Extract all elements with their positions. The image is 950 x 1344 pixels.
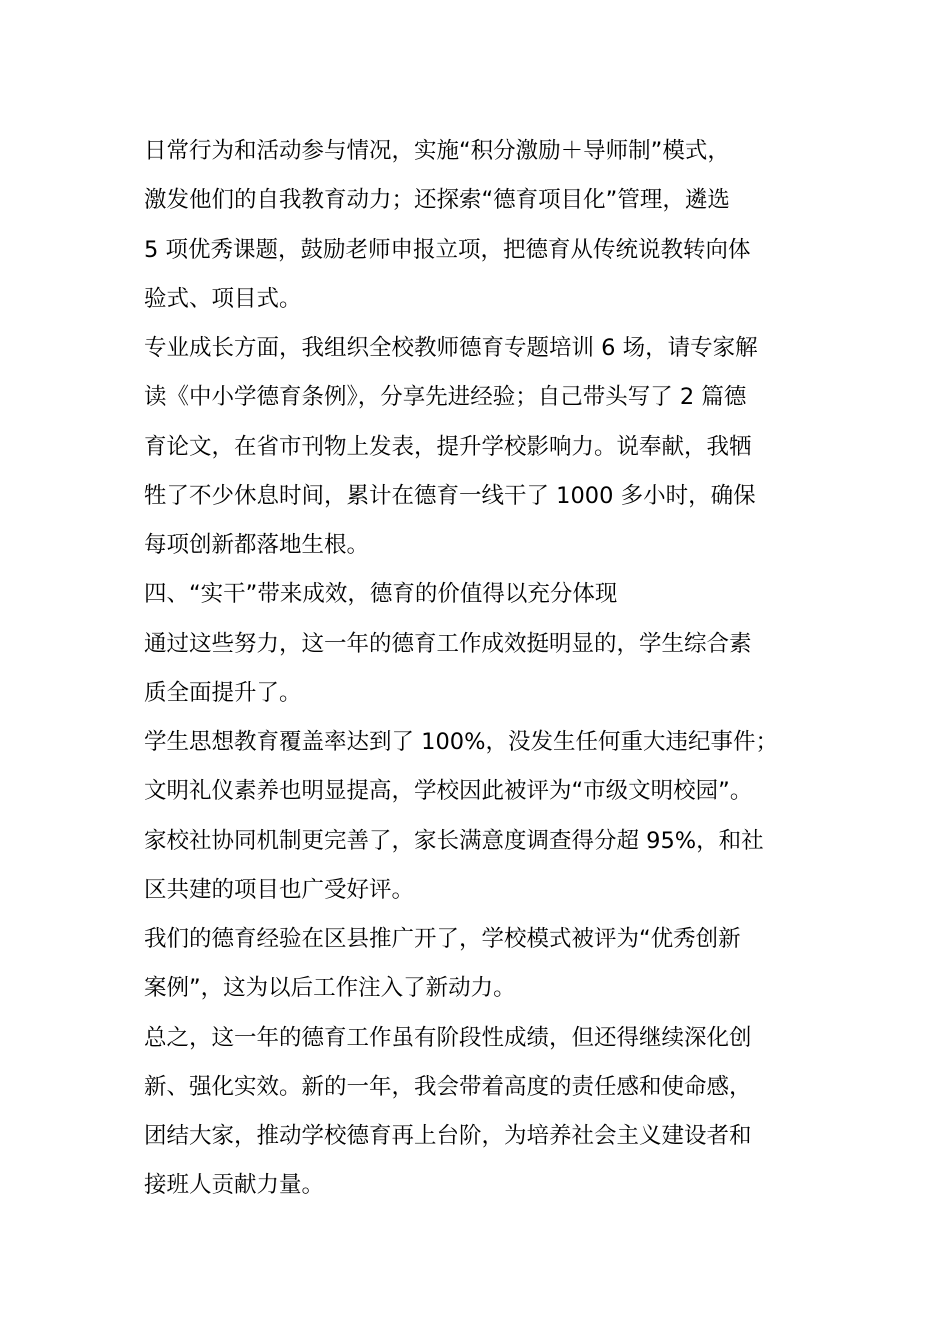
text-line: 区共建的项目也广受好评。 bbox=[144, 876, 415, 903]
text-line: 学生思想教育覆盖率达到了 100%，没发生任何重大违纪事件； bbox=[144, 729, 778, 755]
text-line: 牲了不少休息时间，累计在德育一线干了 1000 多小时，确保 bbox=[144, 482, 756, 509]
document-body bbox=[144, 127, 844, 1211]
text-line: 每项创新都落地生根。 bbox=[144, 532, 370, 558]
text-line: 家校社协同机制更完善了，家长满意度调查得分超 95%，和社 bbox=[144, 827, 764, 854]
text-line: 通过这些努力，这一年的德育工作成效挺明显的，学生综合素 bbox=[144, 630, 752, 657]
text-line: 验式、项目式。 bbox=[144, 285, 302, 312]
text-line: 读《中小学德育条例》，分享先进经验；自己带头写了 2 篇德 bbox=[144, 384, 747, 411]
text-line: 5 项优秀课题，鼓励老师申报立项，把德育从传统说教转向体 bbox=[144, 236, 751, 263]
text-line: 文明礼仪素养也明显提高，学校因此被评为“市级文明校园”。 bbox=[144, 778, 753, 805]
text-line: 团结大家，推动学校德育再上台阶，为培养社会主义建设者和 bbox=[144, 1123, 752, 1149]
text-line: 育论文，在省市刊物上发表，提升学校影响力。说奉献，我牺 bbox=[144, 433, 752, 460]
text-line: 激发他们的自我教育动力；还探索“德育项目化”管理，遴选 bbox=[144, 187, 730, 214]
section-heading: 四、“实干”带来成效，德育的价值得以充分体现 bbox=[144, 581, 618, 608]
text-line: 总之，这一年的德育工作虽有阶段性成绩，但还得继续深化创 bbox=[144, 1024, 752, 1051]
text-line: 新、强化实效。新的一年，我会带着高度的责任感和使命感， bbox=[144, 1073, 752, 1100]
text-line: 日常行为和活动参与情况，实施“积分激励＋导师制”模式， bbox=[144, 138, 730, 164]
text-line: 接班人贡献力量。 bbox=[144, 1172, 325, 1199]
text-line: 我们的德育经验在区县推广开了，学校模式被评为“优秀创新 bbox=[144, 926, 741, 952]
text-line: 专业成长方面，我组织全校教师德育专题培训 6 场，请专家解 bbox=[144, 335, 758, 361]
text-line: 案例”，这为以后工作注入了新动力。 bbox=[144, 975, 516, 1002]
text-line: 质全面提升了。 bbox=[144, 679, 302, 706]
